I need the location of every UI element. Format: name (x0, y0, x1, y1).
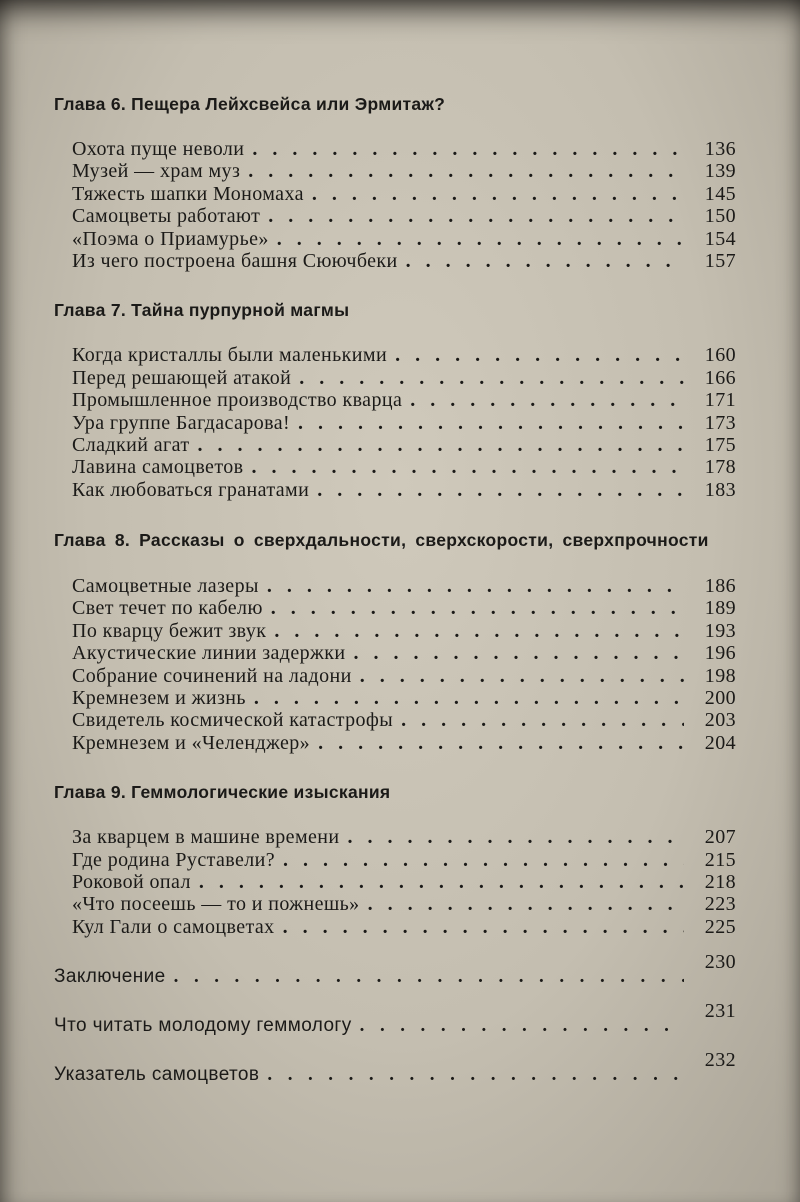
dot-leader (283, 916, 684, 938)
page-number: 218 (704, 870, 736, 893)
entry-label: Лавина самоцветов (72, 456, 244, 479)
dot-leader (199, 871, 684, 893)
chapter-title: Глава 6. Пещера Лейхсвейса или Эрмитаж? (54, 94, 446, 114)
chapter-9 (54, 780, 736, 938)
dot-leader (317, 479, 684, 501)
chapter-7 (54, 298, 736, 501)
toc-entry (72, 183, 736, 205)
toc-entry (72, 849, 736, 871)
toc-entry (72, 205, 736, 227)
toc-entry-reading-list (54, 1000, 736, 1038)
toc-entry (72, 138, 736, 160)
entry-label: Кул Гали о самоцветах (72, 915, 275, 938)
toc-entry (72, 412, 736, 434)
dot-leader (353, 642, 684, 664)
entry-label: Где родина Руставели? (72, 848, 276, 871)
dot-leader (360, 1014, 684, 1038)
page-number: 136 (704, 138, 736, 160)
dot-leader (348, 826, 685, 848)
entry-label: Что читать молодому геммологу (54, 1015, 352, 1037)
page-number: 183 (704, 478, 736, 501)
page-number: 175 (704, 433, 736, 456)
chapter-8 (54, 527, 736, 754)
entry-label: «Что посеешь — то и пожнешь» (72, 893, 360, 916)
entry-label: Ура группе Багдасарова! (72, 411, 291, 434)
page-number: 173 (704, 411, 736, 434)
toc-entry (72, 250, 736, 272)
toc-entry (72, 575, 736, 597)
toc-entry (72, 709, 736, 731)
dot-leader (318, 732, 684, 754)
entry-label: Когда кристаллы были маленькими (72, 344, 388, 367)
entry-label: Указатель самоцветов (54, 1064, 260, 1086)
chapter-entries (72, 138, 736, 272)
entry-label: Тяжесть шапки Мономаха (72, 182, 304, 205)
chapter-6 (54, 92, 736, 272)
dot-leader (395, 344, 684, 366)
page-number: 231 (704, 1000, 736, 1023)
page-number: 198 (704, 664, 736, 687)
entry-label: За кварцем в машине времени (72, 826, 340, 849)
page-number: 154 (704, 227, 736, 250)
entry-label: Свидетель космической катастрофы (72, 709, 394, 732)
chapter-entries (72, 575, 736, 754)
chapter-title: Глава 8. Рассказы о сверхдальности, сверхскорости, сверхпрочности (54, 530, 709, 551)
entry-label: Как любоваться гранатами (72, 478, 310, 501)
entry-label: Заключение (54, 966, 166, 988)
page-number: 189 (704, 597, 736, 620)
dot-leader (274, 620, 684, 642)
dot-leader (251, 456, 684, 478)
toc-entry (72, 389, 736, 411)
chapter-entries (72, 344, 736, 501)
entry-label: «Поэма о Приамурье» (72, 227, 269, 250)
page-number: 186 (704, 575, 736, 598)
dot-leader (267, 1063, 684, 1087)
page-number: 204 (704, 731, 736, 754)
entry-label: Роковой опал (72, 870, 191, 893)
dot-leader (174, 965, 684, 989)
page-number: 196 (704, 642, 736, 665)
page-number: 157 (704, 249, 736, 272)
entry-label: Охота пуще неволи (72, 138, 245, 160)
page-number: 230 (704, 951, 736, 974)
entry-label: Музей — храм муз (72, 160, 241, 183)
toc-entry-gem-index (54, 1049, 736, 1087)
chapter-title: Глава 7. Тайна пурпурной магмы (54, 300, 350, 321)
page-number: 178 (704, 456, 736, 479)
toc-entry (72, 893, 736, 915)
toc-entry (72, 826, 736, 848)
dot-leader (410, 389, 684, 411)
toc-entry (72, 687, 736, 709)
dot-leader (268, 205, 684, 227)
page-number: 166 (704, 366, 736, 389)
dot-leader (298, 412, 684, 434)
page-number: 200 (704, 687, 736, 710)
entry-label: Свет течет по кабелю (72, 597, 263, 620)
entry-label: Самоцветы работают (72, 205, 261, 228)
dot-leader (254, 687, 684, 709)
dot-leader (248, 160, 684, 182)
page-number: 223 (704, 893, 736, 916)
page-number: 225 (704, 915, 736, 938)
dot-leader (277, 228, 684, 250)
toc-entry-conclusion (54, 951, 736, 989)
dot-leader (299, 367, 684, 389)
dot-leader (401, 709, 684, 731)
entry-label: Кремнезем и жизнь (72, 687, 246, 710)
page-number: 207 (704, 826, 736, 849)
toc-entry (72, 160, 736, 182)
toc-entry (72, 916, 736, 938)
table-of-contents (54, 92, 736, 1111)
page-number: 150 (704, 205, 736, 228)
entry-label: По кварцу бежит звук (72, 619, 267, 642)
toc-entry (72, 344, 736, 366)
page-number: 171 (704, 389, 736, 412)
dot-leader (252, 138, 684, 160)
toc-entry (72, 642, 736, 664)
toc-entry (72, 456, 736, 478)
page-number: 145 (704, 182, 736, 205)
dot-leader (368, 893, 684, 915)
dot-leader (271, 597, 684, 619)
page-number: 232 (704, 1049, 736, 1072)
toc-entry (72, 367, 736, 389)
chapter-title: Глава 9. Геммологические изыскания (54, 782, 391, 803)
entry-label: Акустические линии задержки (72, 642, 346, 665)
entry-label: Сладкий агат (72, 433, 190, 456)
toc-entry (72, 228, 736, 250)
toc-entry (72, 732, 736, 754)
dot-leader (360, 665, 684, 687)
dot-leader (283, 849, 684, 871)
dot-leader (197, 434, 684, 456)
page-number: 215 (704, 848, 736, 871)
toc-entry (72, 597, 736, 619)
page-number: 203 (704, 709, 736, 732)
page-number: 193 (704, 619, 736, 642)
toc-entry (72, 871, 736, 893)
page-number: 139 (704, 160, 736, 183)
entry-label: Промышленное производство кварца (72, 389, 403, 412)
toc-entry (72, 479, 736, 501)
toc-entry (72, 434, 736, 456)
entry-label: Кремнезем и «Челенджер» (72, 731, 311, 754)
entry-label: Собрание сочинений на ладони (72, 664, 352, 687)
chapter-entries (72, 826, 736, 938)
toc-entry (72, 620, 736, 642)
entry-label: Самоцветные лазеры (72, 575, 259, 598)
entry-label: Из чего построена башня Сюючбеки (72, 249, 398, 272)
page-number: 160 (704, 344, 736, 367)
dot-leader (312, 183, 684, 205)
toc-entry (72, 665, 736, 687)
dot-leader (267, 575, 684, 597)
dot-leader (406, 250, 684, 272)
entry-label: Перед решающей атакой (72, 366, 292, 389)
